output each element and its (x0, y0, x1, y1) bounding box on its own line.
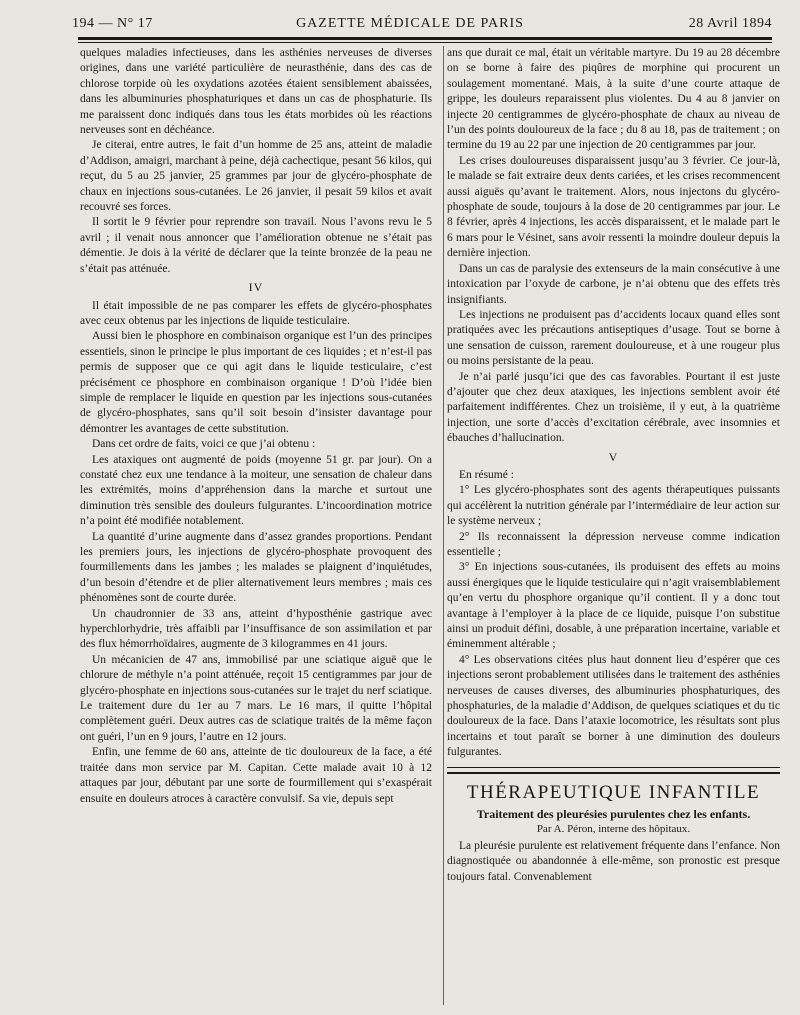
right-paragraph: 3° En injections sous-cutanées, ils produisent des effets au moins aussi énergiques que le liquide testiculaire qui n’agit vraisemblablement qu’en vertu du phosphore organique qu’il contient. Il y a donc tout avantage à l’employer à la place de ce liquide, puisque l’on substitue ainsi un produit défini, dosable, à une préparation incertaine, variable et éminemment altérable ; (447, 561, 780, 651)
right-paragraph: En résumé : (459, 468, 514, 481)
header-rule-thin (78, 42, 772, 43)
right-paragraph: ans que durait ce mal, était un véritable martyre. Du 19 au 28 décembre on se borne à faire des piqûres de morphine qui procurent un soulagement momentané. Mais, à la suite d’une courte attaque de grippe, les douleurs reparaissent plus violentes. Du 4 au 8 janvier on injecte 20 centigrammes de glycéro-phosphate de chaux au niveau de l’un des points douloureux de la face ; du 8 au 18, pas de traitement ; on termine du 19 au 22 par une injection de 20 centigrammes par jour. (447, 47, 780, 152)
right-paragraph: Les crises douloureuses disparaissent jusqu’au 3 février. Ce jour-là, le malade se fait extraire deux dents cariées, et les crises recommencent aussi aiguës qu’avant le traitement. Alors, nous injectons du glycéro-phosphate de soude, toujours à la dose de 20 centigrammes par jour. Le 8 février, après 4 injections, les accès disparaissent, et le malade part le 6 mars pour le Vésinet, sans avoir ressenti la moindre douleur depuis la dernière injection. (447, 154, 780, 260)
section-rule (447, 767, 780, 768)
journal-title: GAZETTE MÉDICALE DE PARIS (296, 16, 524, 31)
left-paragraph: Les ataxiques ont augmenté de poids (moyenne 51 gr. par jour). On a constaté chez eux une tendance à la moiteur, une sensation de chaleur dans les extrémités, moins d’appréhension dans la marche et surtout une diminution très sensible des douleurs fulgurantes. L’incoordination motrice n’a point été modifiée notablement. (80, 453, 432, 528)
right-paragraph: Dans un cas de paralysie des extenseurs de la main consécutive à une intoxication par l’oxyde de carbone, je n’ai obtenu que des effets très insignifiants. (447, 262, 780, 306)
left-paragraph: Je citerai, entre autres, le fait d’un homme de 25 ans, atteint de maladie d’Addison, amaigri, marchant à peine, déjà cachectique, pesant 56 kilos, qui reçut, du 5 au 25 janvier, 25 grammes par jour de glycéro-phosphate de chaux en injections sous-cutanées. Le 26 janvier, il pesait 59 kilos et avait recouvré ses forces. (80, 139, 432, 214)
article-author: Par A. Péron, interne des hôpitaux. (536, 822, 691, 835)
section-number: IV (248, 280, 264, 295)
left-paragraph: Aussi bien le phosphore en combinaison organique est l’un des principes essentiels, sinon le principe le plus important de ces liquides ; et n’est-il pas permis de supposer que ce qui agit dans le liquide testiculaire, c’est précisément ce phosphore en combinaison organique ! D’où l’idée bien simple de remplacer le liquide en question par les injections sous-cutanées de glycéro-phosphates, sans qu’il soit besoin d’insister davantage pour démontrer les avantages de cette substitution. (80, 330, 432, 435)
left-paragraph: Dans cet ordre de faits, voici ce que j’ai obtenu : (92, 438, 316, 451)
left-paragraph: Il sortit le 9 février pour reprendre son travail. Nous l’avons revu le 5 avril ; il venait nous annoncer que l’amélioration obtenue ne s’était pas démentie. Je dois à la vérité de déclarer que la teinte bronzée de la peau ne s’était pas atténuée. (80, 216, 432, 275)
section-number: V (608, 449, 619, 464)
column-divider (443, 46, 444, 1005)
right-paragraph: 4° Les observations citées plus haut donnent lieu d’espérer que ces injections seront probablement utilisées dans le traitement des asthénies nerveuses de causes diverses, des albuminuries phosphaturiques, des phosphaturies, de la maladie d’Addison, de quelques sciatiques et du tic douloureux de la face. Dans l’ataxie locomotrice, les résultats sont plus incertains et tout paraît se borner à une diminution des douleurs fulgurantes. (447, 653, 780, 759)
left-paragraph: Un mécanicien de 47 ans, immobilisé par une sciatique aiguë que le chlorure de méthyle n’a point atténuée, reçoit 15 centigrammes par jour de glycéro-phosphate en injections sous-cutanées sur le trajet du nerf sciatique. Le traitement dure du 1er au 7 mars. Le 16 mars, il quitte l’hôpital complètement guéri. Deux autres cas de sciatique traités de la même façon ont guéri, l’un en 9 jours, l’autre en 12 jours. (80, 653, 432, 743)
left-paragraph: Il était impossible de ne pas comparer les effets de glycéro-phosphates avec ceux obtenus par les injections de liquide testiculaire. (80, 299, 432, 327)
left-paragraph: Enfin, une femme de 60 ans, atteinte de tic douloureux de la face, a été traitée dans mon service par M. Capitan. Cette malade avait 10 à 12 attaques par jour, débutant par une sorte de fourmillement qui s’exaspérait ensuite en douleurs atroces à caractère convulsif. Sa vie, depuis sept (80, 746, 432, 805)
header-rule-thick (78, 37, 772, 40)
running-header (48, 12, 772, 34)
right-column (447, 46, 780, 885)
right-paragraph: La pleurésie purulente est relativement fréquente dans l’enfance. Non diagnostiquée ou abandonnée à elle-même, son pronostic est presque toujours fatal. Convenablement (447, 839, 780, 883)
left-paragraph: Un chaudronnier de 33 ans, atteint d’hyposthénie gastrique avec hyperchlorhydrie, très affaibli par l’insuffisance de son assimilation et par des flux hémorrhoïdaires, augmente de 3 kilogrammes en 41 jours. (80, 607, 432, 651)
issue-date: 28 Avril 1894 (688, 16, 772, 31)
section-title: THÉRAPEUTIQUE INFANTILE (466, 781, 761, 803)
section-rule-thick (447, 772, 780, 774)
left-paragraph: La quantité d’urine augmente dans d’assez grandes proportions. Pendant les premiers jours, les injections de glycéro-phosphate provoquent des fourmillements dans les jambes ; les malades se plaignent d’inquiétudes, d’un besoin d’étendre et de plier alternativement leurs membres ; mais ces phénomènes sont de courte durée. (80, 530, 432, 605)
left-column (80, 46, 432, 807)
right-paragraph: 1° Les glycéro-phosphates sont des agents thérapeutiques puissants qui accélèrent la nutrition générale par l’intermédiaire de leur action sur le système nerveux ; (447, 484, 780, 528)
left-paragraph: quelques maladies infectieuses, dans les asthénies nerveuses de diverses origines, dans une variété particulière de neurasthénie, dans des cas de chlorose torpide où les oxydations azotées étaient sensiblement abaissées, dans les albuminuries phosphaturiques et dans un cas de phosphaturie. Ils me paraissent donc indiqués dans tous les états morbides où les réactions nerveuses sont en déchéance. (80, 47, 432, 137)
right-paragraph: 2° Ils reconnaissent la dépression nerveuse comme indication essentielle ; (447, 530, 780, 558)
article-title: Traitement des pleurésies purulentes chez les enfants. (476, 806, 751, 821)
right-paragraph: Je n’ai parlé jusqu’ici que des cas favorables. Pourtant il est juste d’ajouter que chez deux ataxiques, les injections semblent avoir été parfaitement indifférentes. Chez un troisième, il y eut, à la quatrième injection, une sorte d’accès d’excitation cérébrale, avec insomnies et ébauches d’hallucination. (447, 370, 780, 445)
page-number: 194 — N° 17 (72, 16, 153, 31)
right-paragraph: Les injections ne produisent pas d’accidents locaux quand elles sont pratiquées avec les précautions antiseptiques d’usage. Tout se borne à une sensation de cuisson, rarement douloureuse, et à une rougeur plus ou moins persistante de la peau. (447, 308, 780, 368)
